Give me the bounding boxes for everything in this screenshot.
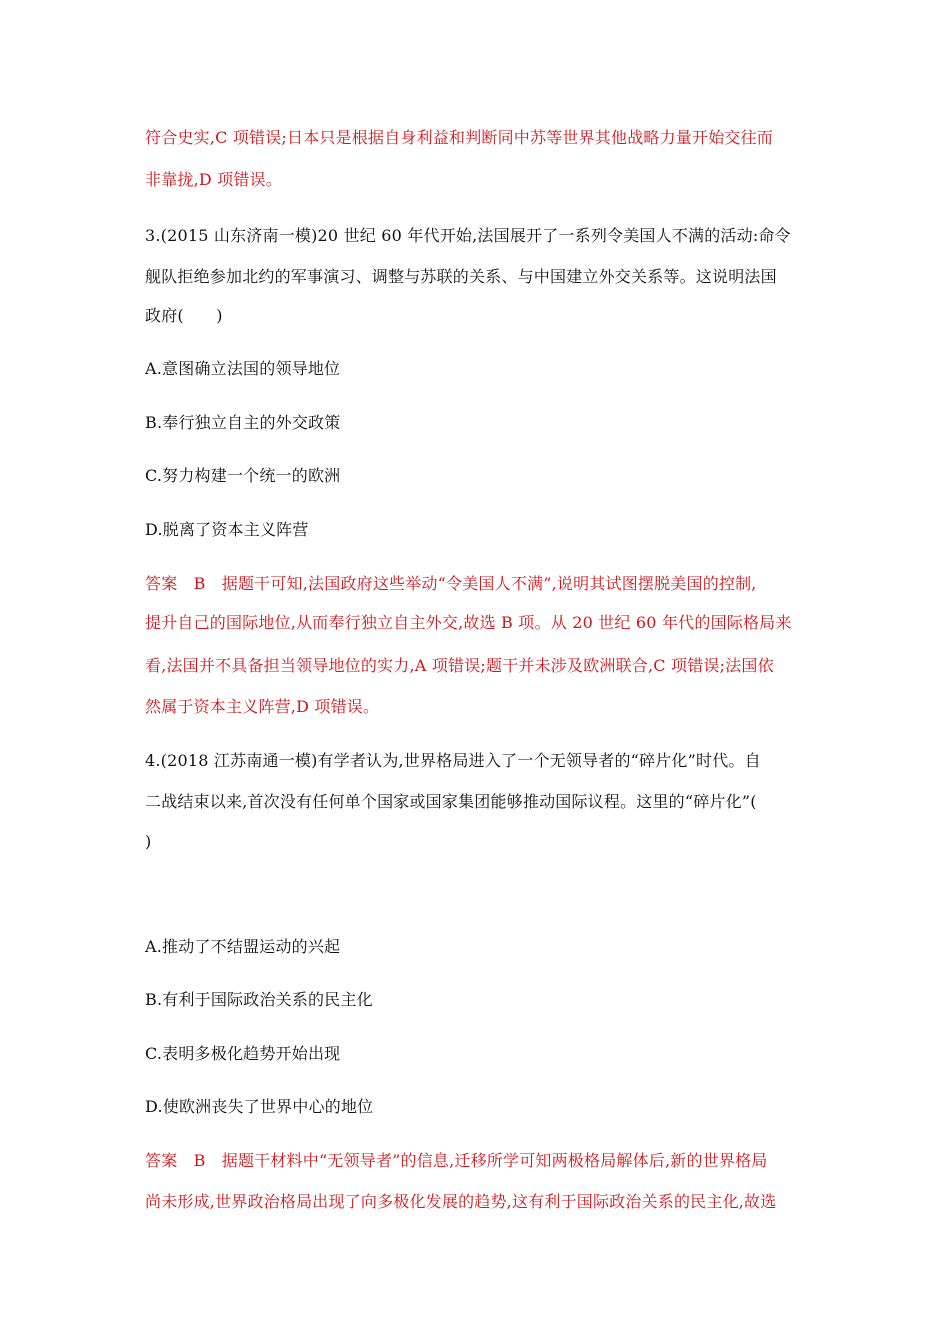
q3-answer-line-4: 然属于资本主义阵营,D 项错误。 (145, 697, 380, 716)
q4-option-d: D.使欧洲丧失了世界中心的地位 (145, 1097, 374, 1116)
q4-stem-line-1: 4.(2018 江苏南通一模)有学者认为,世界格局进入了一个无领导者的“碎片化”时代。自 (145, 751, 761, 770)
q3-answer-line-1: 答案 B 据题干可知,法国政府这些举动“令美国人不满”,说明其试图摆脱美国的控制, (145, 574, 757, 593)
q3-stem-line-2: 舰队拒绝参加北约的军事演习、调整与苏联的关系、与中国建立外交关系等。这说明法国 (145, 267, 777, 286)
q4-answer-line-1: 答案 B 据题干材料中“无领导者”的信息,迁移所学可知两极格局解体后,新的世界格局 (145, 1151, 768, 1170)
q3-answer-line-3: 看,法国并不具备担当领导地位的实力,A 项错误;题干并未涉及欧洲联合,C 项错误;法国依 (145, 656, 774, 675)
q4-stem-line-2: 二战结束以来,首次没有任何单个国家或国家集团能够推动国际议程。这里的“碎片化”( (145, 792, 757, 811)
q4-answer-line-2: 尚未形成,世界政治格局出现了向多极化发展的趋势,这有利于国际政治关系的民主化,故选 (145, 1192, 777, 1211)
q3-option-b: B.奉行独立自主的外交政策 (145, 413, 341, 432)
q4-option-a: A.推动了不结盟运动的兴起 (145, 937, 341, 956)
q3-option-c: C.努力构建一个统一的欧洲 (145, 466, 341, 485)
q4-option-b: B.有利于国际政治关系的民主化 (145, 990, 373, 1009)
q2-answer-line-2: 非靠拢,D 项错误。 (145, 170, 283, 189)
q2-answer-line-1: 符合史实,C 项错误;日本只是根据自身利益和判断同中苏等世界其他战略力量开始交往而 (145, 128, 774, 147)
q3-option-a: A.意图确立法国的领导地位 (145, 359, 341, 378)
q4-option-c: C.表明多极化趋势开始出现 (145, 1044, 341, 1063)
q3-stem-line-1: 3.(2015 山东济南一模)20 世纪 60 年代开始,法国展开了一系列令美国人不满的活动:命令 (145, 226, 791, 245)
q3-answer-line-2: 提升自己的国际地位,从而奉行独立自主外交,故选 B 项。从 20 世纪 60 年代的国际格局来 (145, 613, 792, 632)
q3-option-d: D.脱离了资本主义阵营 (145, 520, 309, 539)
q3-stem-line-3: 政府( ) (145, 306, 223, 325)
q4-stem-line-3: ) (145, 832, 152, 851)
